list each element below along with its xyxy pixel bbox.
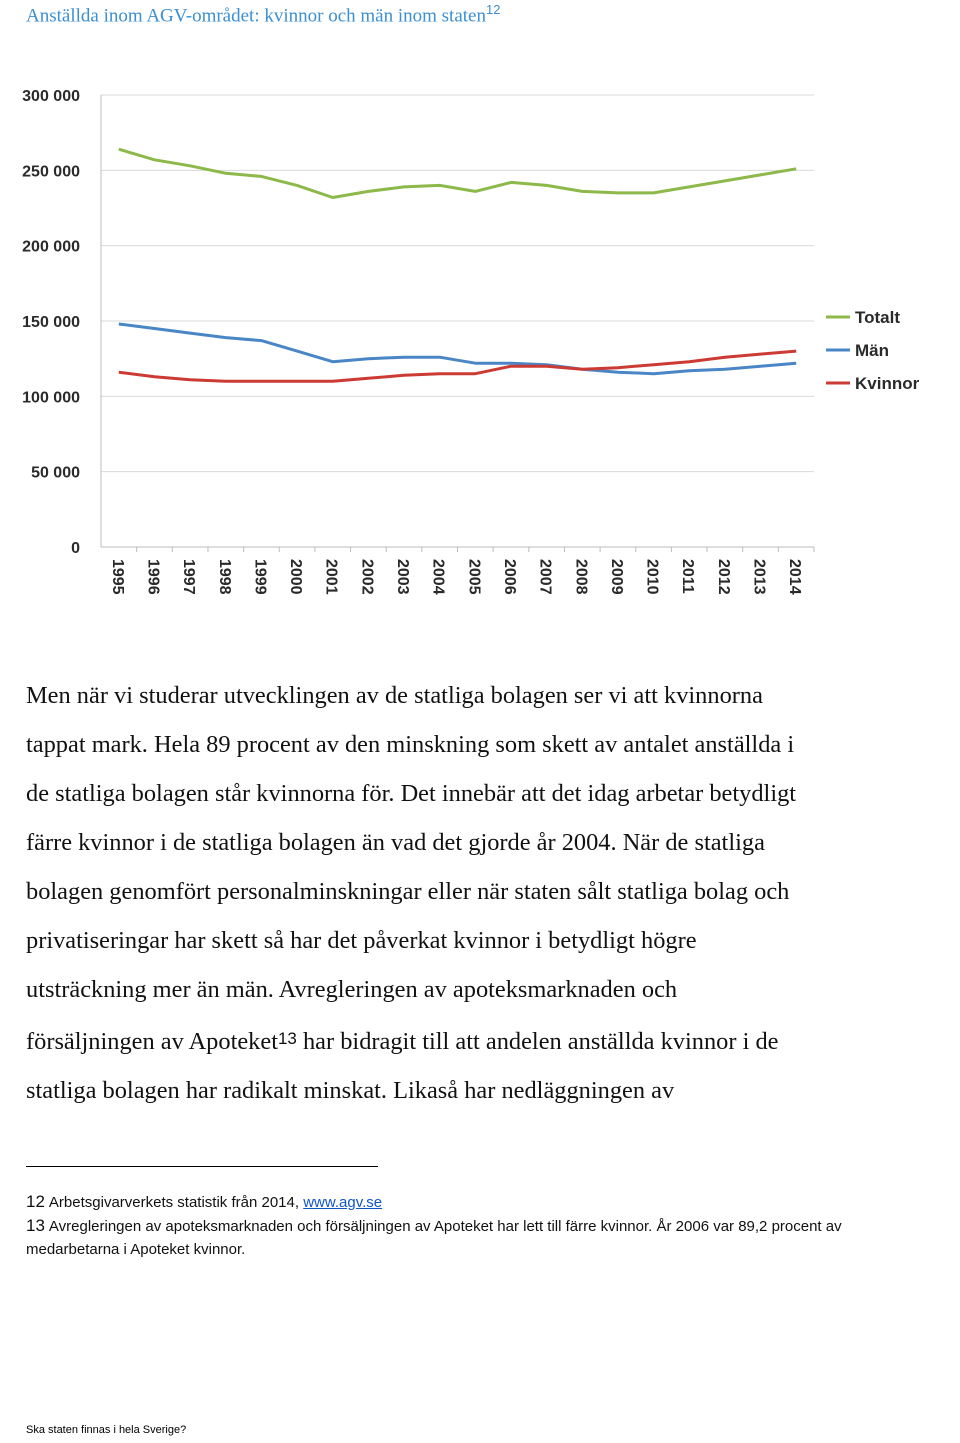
x-tick-label: 2012 (714, 559, 732, 595)
body-line: bolagen genomfört personalminskningar eller när staten sålt statliga bolag och (26, 878, 790, 905)
footnote-number: 13 (26, 1216, 45, 1235)
legend-label: Kvinnor (855, 374, 920, 393)
footnote-ref-13[interactable]: 13 (277, 1029, 297, 1048)
x-tick-label: 2014 (786, 559, 804, 595)
footnote-number: 12 (26, 1192, 45, 1211)
x-tick-label: 2005 (465, 559, 483, 595)
x-tick-label: 2008 (572, 559, 590, 595)
legend-label: Totalt (855, 308, 901, 327)
series-line-kvinnor (119, 351, 796, 381)
x-tick-label: 1996 (144, 559, 162, 595)
x-tick-label: 2003 (394, 559, 412, 595)
legend-label: Män (855, 341, 889, 360)
body-text-span: har bidragit till att andelen anställda kvinnor i de (296, 1028, 779, 1055)
x-tick-label: 1999 (251, 559, 269, 595)
x-tick-label: 2010 (643, 559, 661, 595)
footnotes (26, 1190, 960, 1261)
y-axis-ticks (22, 88, 80, 557)
body-line: privatiseringar har skett så har det påverkat kvinnor i betydligt högre (26, 927, 697, 954)
y-tick-label: 250 000 (22, 163, 80, 181)
x-tick-label: 2011 (679, 559, 697, 594)
body-line: färre kvinnor i de statliga bolagen än vad det gjorde år 2004. När de statliga (26, 829, 765, 856)
y-tick-label: 50 000 (31, 464, 80, 482)
heading-footnote-ref[interactable]: 12 (485, 2, 501, 17)
footnote-text: Arbetsgivarverkets statistik från 2014, (48, 1194, 304, 1211)
y-tick-label: 300 000 (22, 88, 80, 105)
legend (826, 308, 920, 393)
y-tick-label: 150 000 (22, 314, 80, 331)
body-line: de statliga bolagen står kvinnorna för. Det innebär att det idag arbetar betydligt (26, 780, 797, 807)
x-tick-label: 1998 (215, 559, 233, 595)
x-tick-label: 2009 (607, 559, 625, 595)
body-paragraph (26, 671, 960, 1115)
x-tick-label: 2002 (358, 559, 376, 595)
y-tick-label: 200 000 (22, 238, 80, 256)
body-line (26, 1014, 960, 1066)
y-tick-label: 0 (71, 540, 80, 557)
section-heading-text: Anställda inom AGV-området: kvinnor och män inom staten (26, 5, 486, 27)
series-lines (119, 149, 796, 381)
section-heading (26, 2, 500, 27)
x-tick-label: 2000 (287, 559, 305, 595)
series-line-totalt (119, 149, 796, 197)
body-line: utsträckning mer än män. Avregleringen av apoteksmarknaden och (26, 976, 678, 1003)
footnote-text: Avregleringen av apoteksmarknaden och försäljningen av Apoteket har lett till färre kvinnor. År 2006 var 89,2 procent av (48, 1218, 842, 1235)
footnote-13-continued: medarbetarna i Apoteket kvinnor. (26, 1241, 246, 1258)
footnote-13 (26, 1214, 960, 1238)
x-tick-label: 2004 (429, 559, 447, 595)
x-tick-label: 2013 (750, 559, 768, 595)
body-line: tappat mark. Hela 89 procent av den minskning som skett av antalet anställda i (26, 731, 795, 758)
x-tick-label: 1995 (108, 559, 126, 595)
page-footer: Ska staten finnas i hela Sverige? (26, 1424, 187, 1436)
x-tick-label: 2006 (500, 559, 518, 595)
body-line: statliga bolagen har radikalt minskat. Likaså har nedläggningen av (26, 1077, 675, 1104)
gridlines (101, 95, 814, 552)
line-chart (0, 70, 960, 610)
series-line-män (119, 324, 796, 374)
body-text-span: försäljningen av Apoteket (26, 1028, 278, 1055)
body-line: Men när vi studerar utvecklingen av de statliga bolagen ser vi att kvinnorna (26, 682, 763, 709)
y-tick-label: 100 000 (22, 389, 80, 407)
footnote-divider (26, 1166, 378, 1167)
x-tick-label: 2001 (322, 559, 340, 595)
x-tick-label: 2007 (536, 559, 554, 595)
x-tick-label: 1997 (180, 559, 198, 595)
x-axis-ticks (109, 559, 803, 595)
footnote-12 (26, 1190, 960, 1214)
agv-link[interactable]: www.agv.se (303, 1194, 383, 1211)
